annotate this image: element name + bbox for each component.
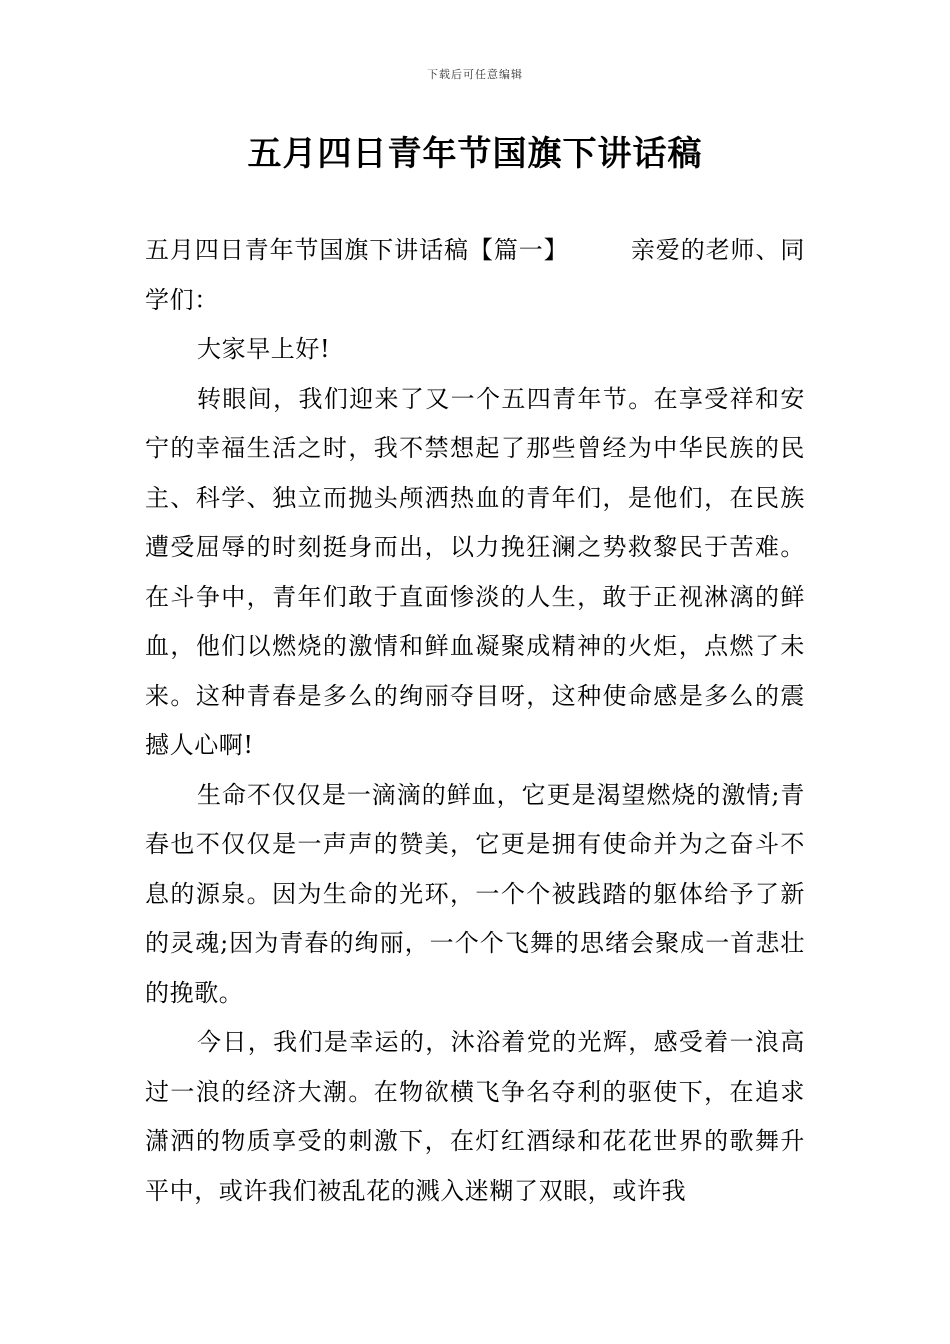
paragraph: 今日，我们是幸运的，沐浴着党的光辉，感受着一浪高过一浪的经济大潮。在物欲横飞争名夺利的驱使下，在追求潇洒的物质享受的刺激下，在灯红酒绿和花花世界的歌舞升平中，或许我们被乱花的溅入迷糊了双眼，或许我 bbox=[145, 1028, 805, 1205]
header-note: 下载后可任意编辑 bbox=[427, 68, 523, 81]
section-heading-line bbox=[145, 226, 805, 325]
document-body bbox=[145, 226, 805, 1216]
salutation: 亲爱的老师、同学们： bbox=[145, 236, 805, 314]
section-heading: 五月四日青年节国旗下讲话稿【篇一】 bbox=[145, 236, 569, 264]
paragraph: 生命不仅仅是一滴滴的鲜血，它更是渴望燃烧的激情;青春也不仅仅是一声声的赞美，它更是拥有使命并为之奋斗不息的源泉。因为生命的光环，一个个被践踏的躯体给予了新的灵魂;因为青春的绚丽，一个个飞舞的思绪会聚成一首悲壮的挽歌。 bbox=[145, 780, 805, 1007]
paragraph-greeting: 大家早上好! bbox=[197, 335, 331, 363]
document-title: 五月四日青年节国旗下讲话稿 bbox=[247, 134, 703, 174]
paragraph: 转眼间，我们迎来了又一个五四青年节。在享受祥和安宁的幸福生活之时，我不禁想起了那些曾经为中华民族的民主、科学、独立而抛头颅洒热血的青年们，是他们，在民族遭受屈辱的时刻挺身而出，以力挽狂澜之势救黎民于苦难。在斗争中，青年们敢于直面惨淡的人生，敢于正视淋漓的鲜血，他们以燃烧的激情和鲜血凝聚成精神的火炬，点燃了未来。这种青春是多么的绚丽夺目呀，这种使命感是多么的震撼人心啊! bbox=[145, 384, 805, 759]
